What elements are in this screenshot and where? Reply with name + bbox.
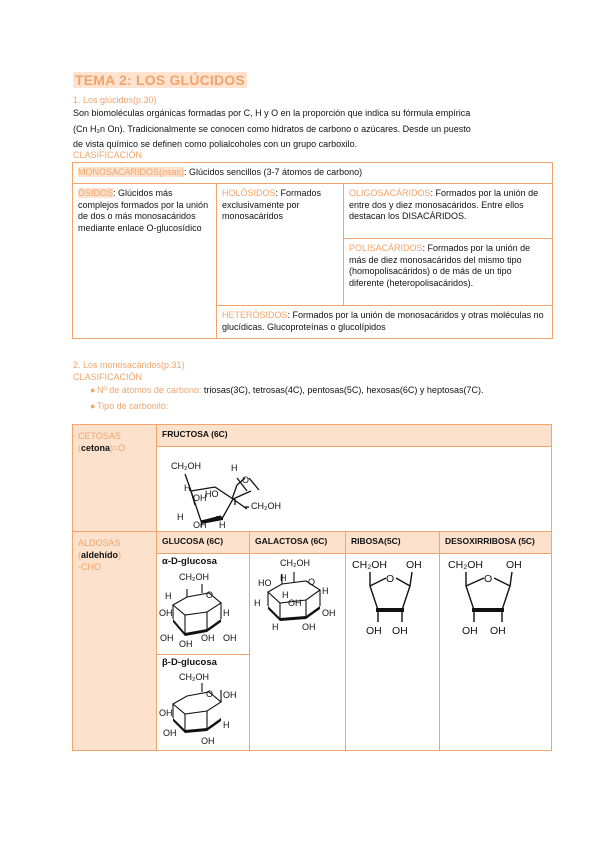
section1-heading: 1. Los glúcidos(p.30) — [73, 95, 157, 105]
gal-oh1: OH — [288, 598, 302, 608]
aglc-oh3: OH — [179, 639, 193, 649]
osidos-term: ÓSIDOS — [78, 188, 114, 198]
bullet2-label: Tipo de carbonilo: — [97, 400, 169, 411]
section2-clasificacion: CLASIFICACIÓN — [73, 372, 143, 382]
aldosas-label: ALDOSAS — [78, 538, 121, 548]
gal-h1: H — [280, 573, 287, 583]
gal-o: O — [308, 577, 316, 587]
ribose-cell — [346, 554, 440, 751]
bglc-o: O — [206, 689, 214, 699]
aglc-ch2oh: CH₂OH — [179, 572, 209, 582]
bglc-oh4: OH — [201, 736, 215, 746]
section2-heading: 2. Los monosacáridos(p.31) — [73, 360, 185, 370]
osidos-desc: : Glúcidos más complejos formados por la unión de dos o más monosacáridos mediante enlace O-glucosídico — [78, 188, 209, 233]
alpha-glucose-structure — [157, 569, 249, 653]
gal-h3: H — [282, 590, 289, 600]
aglc-h1: H — [165, 591, 172, 601]
bullet-carbonyl-type — [73, 400, 527, 413]
beta-glucose-structure — [157, 670, 249, 750]
fructose-ch2oh-top: CH₂OH — [171, 461, 201, 471]
bglc-oh1: OH — [223, 690, 237, 700]
fructose-h-bottom-right: H — [219, 520, 226, 530]
beta-glucose-cell — [157, 655, 250, 751]
deoxyribose-structure — [440, 554, 552, 644]
alpha-glucose-cell — [157, 554, 250, 655]
aldosas-suffix: -CHO — [78, 562, 101, 572]
oligo-cell — [344, 184, 553, 239]
monosaccharide-table — [72, 424, 552, 751]
hetero-cell — [217, 306, 553, 339]
fructose-h-left: H — [184, 483, 191, 493]
rib-oh1: OH — [406, 559, 422, 571]
fructose-oh-bottom: OH — [193, 520, 207, 530]
fructosa-header: FRUCTOSA (6C) — [157, 425, 552, 447]
fructose-structure — [157, 447, 552, 531]
gal-h4: H — [254, 598, 261, 608]
deo-oh3: OH — [490, 625, 506, 637]
deo-oh2: OH — [462, 625, 478, 637]
deo-o: O — [484, 573, 493, 585]
aglc-oh5: OH — [223, 633, 237, 643]
alpha-glucose-label: α-D-glucosa — [162, 556, 217, 567]
ribosa-header: RIBOSA(5C) — [346, 532, 440, 554]
desoxirribosa-header: DESOXIRRIBOSA (5C) — [440, 532, 552, 554]
fructose-ho: HO — [205, 489, 219, 499]
gal-h2: H — [322, 586, 329, 596]
cetosas-cell: CETOSAS (cetona)=O — [73, 425, 157, 532]
bglc-oh3: OH — [163, 728, 177, 738]
holo-cell — [217, 184, 344, 306]
deoxyribose-cell — [440, 554, 552, 751]
poli-desc: : Formados por la unión de más de diez monosacáridos del mismo tipo (homopolisacáridos) o de más de un tipo diferente (heteropolisacáridos). — [349, 243, 531, 288]
gal-h5: H — [272, 622, 279, 632]
galactosa-header: GALACTOSA (6C) — [250, 532, 346, 554]
poli-term: POLISACÁRIDOS — [349, 243, 423, 253]
bullet-carbon-atoms — [73, 384, 527, 397]
gal-oh2: OH — [322, 608, 336, 618]
cetosas-label: CETOSAS — [78, 431, 121, 441]
aglc-oh4: OH — [201, 633, 215, 643]
mono-cell — [73, 163, 553, 184]
hetero-term: HETERÓSIDOS — [222, 310, 288, 320]
oligo-desc: : Formados por la unión de entre dos y diez monosacáridos. Entre ellos destacan los DISACÁRIDOS. — [349, 188, 539, 221]
beta-glucose-label: β-D-glucosa — [162, 657, 217, 668]
rib-o: O — [386, 573, 395, 585]
classification-table — [72, 162, 553, 339]
bullet1-label: Nº de átomos de carbono: — [97, 385, 202, 395]
bullet-dot: ● — [90, 385, 96, 395]
gal-ch2oh: CH₂OH — [280, 558, 310, 568]
holo-desc: : Formados exclusivamente por monosacáridos — [222, 188, 322, 221]
section1-paragraph — [73, 106, 551, 153]
section1-clasificacion: CLASIFICACIÓN — [73, 150, 143, 160]
rib-oh2: OH — [366, 625, 382, 637]
cetosas-bold: cetona — [81, 443, 111, 453]
aldosas-cell: ALDOSAS (aldehído) -CHO — [73, 532, 157, 751]
osidos-cell — [73, 184, 217, 339]
aglc-oh2: OH — [160, 633, 174, 643]
cetosas-suffix: )=O — [110, 443, 126, 453]
bglc-ch2oh: CH₂OH — [179, 672, 209, 682]
monosaccharide-bullets — [73, 384, 527, 415]
aglc-o: O — [206, 590, 214, 600]
gal-ho: HO — [258, 578, 272, 588]
deo-ch2oh: CH₂OH — [448, 559, 483, 571]
rib-ch2oh: CH₂OH — [352, 559, 387, 571]
poli-cell — [344, 239, 553, 306]
glucosa-header: GLUCOSA (6C) — [157, 532, 250, 554]
fructose-h-bottom: H — [177, 512, 184, 522]
mono-desc: : Glúcidos sencillos (3-7 átomos de carbono) — [184, 167, 363, 177]
bullet-dot: ● — [90, 400, 96, 411]
deo-oh1: OH — [506, 559, 522, 571]
para-line-1: Son biomoléculas orgánicas formadas por C, H y O en la proporción que indica su fórmula empírica — [73, 108, 471, 118]
aglc-h2: H — [223, 608, 230, 618]
gal-oh3: OH — [302, 622, 316, 632]
aldosas-bold: aldehído — [81, 550, 119, 560]
oligo-term: OLIGOSACÁRIDOS — [349, 188, 431, 198]
mono-term: MONOSACÁRIDOS(osas) — [78, 167, 185, 177]
para-line-2: (Cn H₂n On). Tradicionalmente se conocen como hidratos de carbono o azúcares. Desde un puesto — [73, 123, 471, 134]
page-title: TEMA 2: LOS GLÚCIDOS — [75, 72, 245, 88]
holo-term: HOLÓSIDOS — [222, 188, 276, 198]
hetero-desc: : Formados por la unión de monosacáridos y otras moléculas no glucídicas. Glucoproteínas o glucolípidos — [222, 310, 544, 332]
galactose-cell — [250, 554, 346, 751]
fructose-oh-left: OH — [193, 493, 207, 503]
fructosa-structure-cell — [157, 447, 552, 532]
bglc-oh2: OH — [159, 708, 173, 718]
aglc-oh1: OH — [159, 608, 173, 618]
fructose-ch2oh-right: CH₂OH — [251, 501, 281, 511]
ribose-structure — [346, 554, 440, 644]
galactose-structure — [250, 554, 345, 634]
rib-oh3: OH — [392, 625, 408, 637]
bglc-h1: H — [223, 720, 230, 730]
fructose-ring-o: O — [242, 475, 250, 485]
bullet1-text: triosas(3C), tetrosas(4C), pentosas(5C), hexosas(6C) y heptosas(7C). — [201, 385, 484, 395]
para-line-3: de vista químico se definen como polialcoholes con un grupo carboxilo. — [73, 139, 358, 149]
fructose-h-top: H — [231, 463, 238, 473]
